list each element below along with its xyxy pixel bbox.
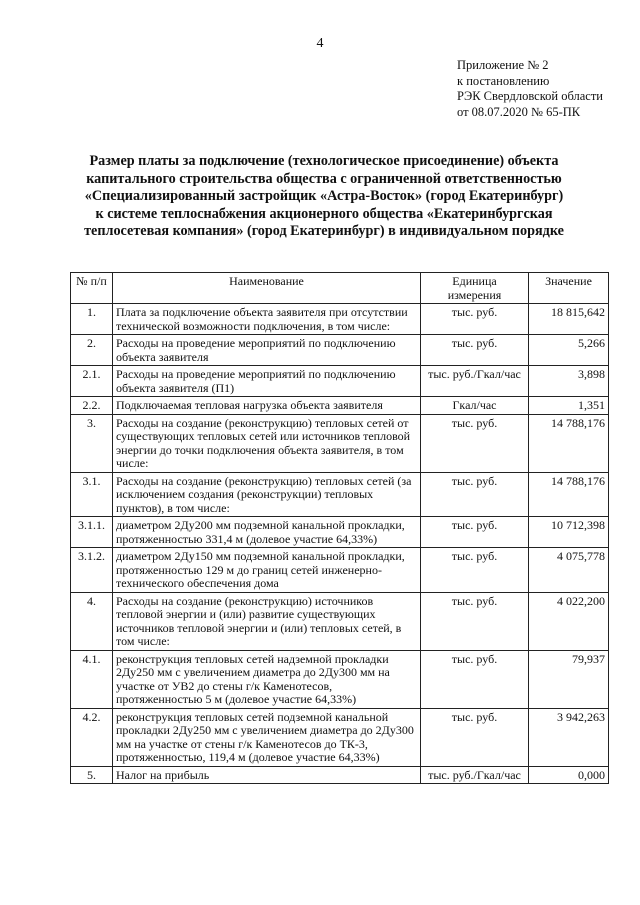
row-value: 3 942,263 bbox=[529, 708, 609, 766]
table-header-row bbox=[71, 273, 609, 304]
appendix-line: Приложение № 2 bbox=[457, 58, 549, 72]
row-value: 0,000 bbox=[529, 766, 609, 784]
row-unit: тыс. руб. bbox=[421, 472, 529, 517]
row-value: 10 712,398 bbox=[529, 517, 609, 548]
row-name: Расходы на проведение мероприятий по подключению объекта заявителя bbox=[113, 335, 421, 366]
row-value: 14 788,176 bbox=[529, 414, 609, 472]
appendix-line: к постановлению bbox=[457, 73, 550, 88]
table-row bbox=[71, 766, 609, 784]
row-unit: тыс. руб. bbox=[421, 335, 529, 366]
table-row bbox=[71, 304, 609, 335]
title-line: к системе теплоснабжения акционерного общества «Екатеринбургская bbox=[95, 205, 553, 222]
row-unit: тыс. руб. bbox=[421, 650, 529, 708]
row-name: реконструкция тепловых сетей подземной канальной прокладки 2Ду250 мм с увеличением диаметра до 2Ду300 мм на участке от стены г/к Каменотесов до ТК-3, протяженностью, 119,4 м (долевое участие 64,33%) bbox=[113, 708, 421, 766]
title-line: капитального строительства общества с ограниченной ответственностью bbox=[86, 170, 562, 187]
row-unit: тыс. руб. bbox=[421, 414, 529, 472]
row-name: Расходы на создание (реконструкцию) тепловых сетей (за исключением создания (реконструкции) тепловых пунктов), в том числе: bbox=[113, 472, 421, 517]
row-name: Расходы на создание (реконструкцию) источников тепловой энергии и (или) развитие существующих источников тепловой энергии и (или) тепловых сетей, в том числе: bbox=[113, 592, 421, 650]
page-number: 4 bbox=[316, 36, 324, 51]
row-unit: тыс. руб. bbox=[421, 708, 529, 766]
row-value: 14 788,176 bbox=[529, 472, 609, 517]
row-value: 4 075,778 bbox=[529, 548, 609, 593]
title-line: «Специализированный застройщик «Астра-Восток» (город Екатеринбург) bbox=[84, 188, 564, 204]
row-number: 4. bbox=[71, 592, 113, 650]
table-row bbox=[71, 708, 609, 766]
table-row bbox=[71, 414, 609, 472]
title-line: теплосетевая компания» (город Екатеринбург) в индивидуальном порядке bbox=[84, 223, 564, 239]
row-unit: тыс. руб./Гкал/час bbox=[421, 366, 529, 397]
row-number: 3. bbox=[71, 414, 113, 472]
row-number: 4.2. bbox=[71, 708, 113, 766]
table-row bbox=[71, 548, 609, 593]
row-value: 5,266 bbox=[529, 335, 609, 366]
appendix-block bbox=[457, 58, 603, 120]
row-value: 1,351 bbox=[529, 397, 609, 415]
row-name: Расходы на создание (реконструкцию) тепловых сетей от существующих тепловых сетей или источников тепловой энергии до точки подключения объекта заявителя, в том числе: bbox=[113, 414, 421, 472]
fee-table bbox=[70, 272, 609, 784]
row-value: 18 815,642 bbox=[529, 304, 609, 335]
row-name: Плата за подключение объекта заявителя при отсутствии технической возможности подключения, в том числе: bbox=[113, 304, 421, 335]
row-value: 79,937 bbox=[529, 650, 609, 708]
row-name: Налог на прибыль bbox=[113, 766, 421, 784]
row-unit: тыс. руб./Гкал/час bbox=[421, 766, 529, 784]
row-unit: тыс. руб. bbox=[421, 592, 529, 650]
appendix-line: РЭК Свердловской области bbox=[457, 89, 603, 103]
table-row bbox=[71, 650, 609, 708]
header-unit: Единица измерения bbox=[421, 273, 529, 304]
table-row bbox=[71, 472, 609, 517]
row-number: 2.1. bbox=[71, 366, 113, 397]
row-name: Подключаемая тепловая нагрузка объекта заявителя bbox=[113, 397, 421, 415]
row-unit: тыс. руб. bbox=[421, 304, 529, 335]
row-number: 3.1. bbox=[71, 472, 113, 517]
row-number: 2.2. bbox=[71, 397, 113, 415]
appendix-line: от 08.07.2020 № 65-ПК bbox=[457, 104, 581, 119]
table-row bbox=[71, 517, 609, 548]
table-row bbox=[71, 592, 609, 650]
row-number: 3.1.1. bbox=[71, 517, 113, 548]
row-name: Расходы на проведение мероприятий по подключению объекта заявителя (П1) bbox=[113, 366, 421, 397]
row-name: диаметром 2Ду150 мм подземной канальной прокладки, протяженностью 129 м до границ сетей инженерно-технического обеспечения дома bbox=[113, 548, 421, 593]
table-row bbox=[71, 366, 609, 397]
row-number: 2. bbox=[71, 335, 113, 366]
header-number: № п/п bbox=[71, 273, 113, 304]
header-name: Наименование bbox=[113, 273, 421, 304]
row-unit: Гкал/час bbox=[421, 397, 529, 415]
row-unit: тыс. руб. bbox=[421, 548, 529, 593]
row-name: реконструкция тепловых сетей надземной прокладки 2Ду250 мм с увеличением диаметра до 2Ду300 мм на участке от УВ2 до стены г/к Каменотесов, протяженностью 5 м (долевое участие 64,33%) bbox=[113, 650, 421, 708]
header-value: Значение bbox=[529, 273, 609, 304]
title-line: Размер платы за подключение (технологическое присоединение) объекта bbox=[89, 153, 559, 169]
row-value: 4 022,200 bbox=[529, 592, 609, 650]
document-title bbox=[50, 153, 598, 241]
table-row bbox=[71, 335, 609, 366]
row-value: 3,898 bbox=[529, 366, 609, 397]
row-unit: тыс. руб. bbox=[421, 517, 529, 548]
row-number: 5. bbox=[71, 766, 113, 784]
row-number: 3.1.2. bbox=[71, 548, 113, 593]
table-row bbox=[71, 397, 609, 415]
row-number: 4.1. bbox=[71, 650, 113, 708]
row-number: 1. bbox=[71, 304, 113, 335]
row-name: диаметром 2Ду200 мм подземной канальной прокладки, протяженностью 331,4 м (долевое участие 64,33%) bbox=[113, 517, 421, 548]
